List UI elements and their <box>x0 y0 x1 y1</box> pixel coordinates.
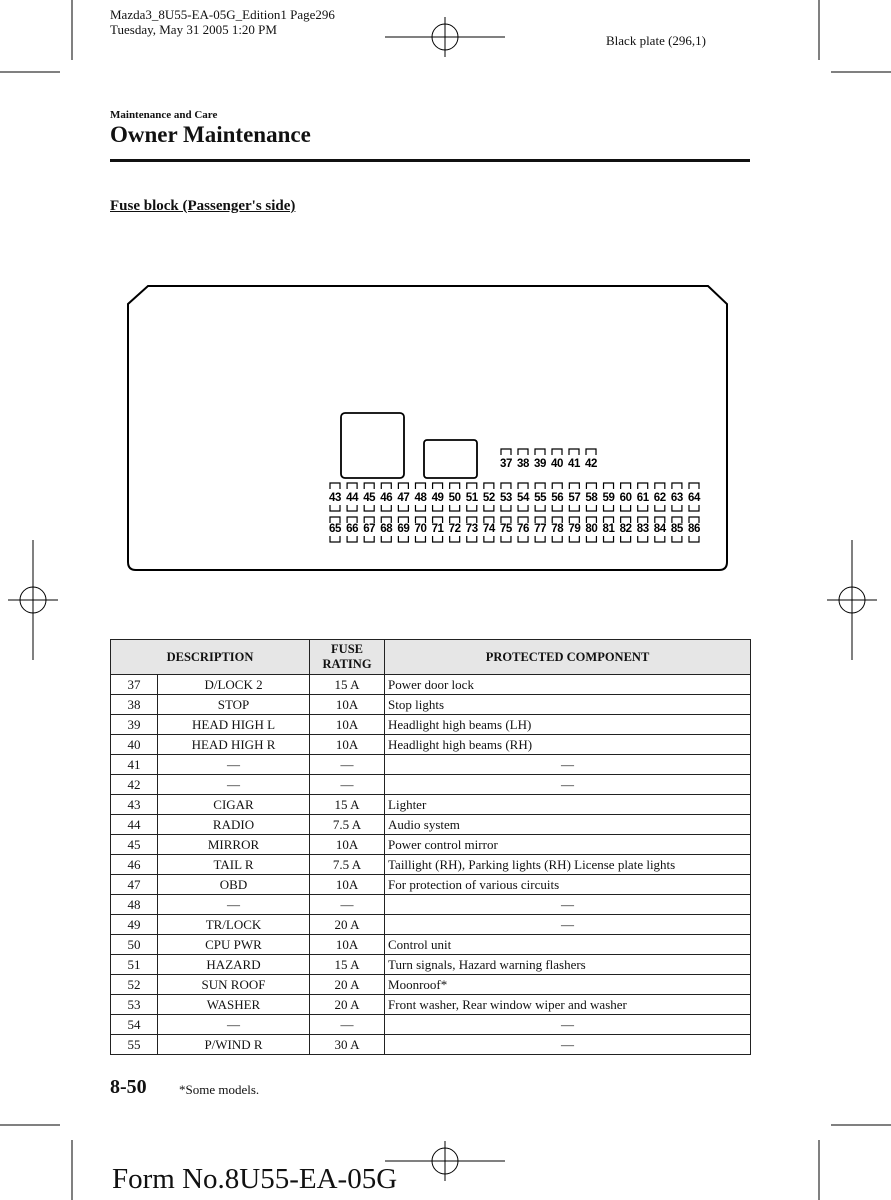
fuse-number: 46 <box>111 855 158 875</box>
fuse-label: 65 <box>329 523 341 535</box>
section-label: Maintenance and Care <box>110 109 218 121</box>
fuse-label: 48 <box>414 492 427 504</box>
fuse-number: 49 <box>111 915 158 935</box>
protected-component: Power door lock <box>385 675 751 695</box>
table-row <box>111 695 751 715</box>
header-fuse-rating <box>310 640 385 675</box>
table-row <box>111 895 751 915</box>
table-row <box>111 875 751 895</box>
fuse-label: 50 <box>448 492 461 504</box>
table-row <box>111 795 751 815</box>
fuse-label: 56 <box>551 492 564 504</box>
fuse-rating: 10A <box>310 715 385 735</box>
fuse-label: 47 <box>397 492 410 504</box>
fuse-table <box>110 639 751 1055</box>
fuse-description: STOP <box>158 695 310 715</box>
fuse-rating: 10A <box>310 875 385 895</box>
fuse-rating: 15 A <box>310 955 385 975</box>
fuse-rating: — <box>310 755 385 775</box>
fuse-label: 40 <box>551 458 563 470</box>
fuse-number: 40 <box>111 735 158 755</box>
fuse-description: HEAD HIGH L <box>158 715 310 735</box>
fuse-number: 42 <box>111 775 158 795</box>
protected-component: — <box>385 1015 751 1035</box>
fuse-description: TR/LOCK <box>158 915 310 935</box>
fuse-number: 48 <box>111 895 158 915</box>
protected-component: Turn signals, Hazard warning flashers <box>385 955 751 975</box>
table-row <box>111 1015 751 1035</box>
table-row <box>111 1035 751 1055</box>
fuse-description: OBD <box>158 875 310 895</box>
fuse-label: 46 <box>380 492 393 504</box>
fuse-number: 38 <box>111 695 158 715</box>
diagram-subtitle: Fuse block (Passenger's side) <box>110 198 296 214</box>
protected-component: Power control mirror <box>385 835 751 855</box>
fuse-label: 85 <box>670 523 683 535</box>
fuse-label: 61 <box>636 492 649 504</box>
table-row <box>111 775 751 795</box>
fuse-rating: 20 A <box>310 975 385 995</box>
fuse-label: 68 <box>380 523 393 535</box>
plate-label: Black plate (296,1) <box>606 33 706 48</box>
fuse-rating: — <box>310 1015 385 1035</box>
fuse-description: — <box>158 775 310 795</box>
fuse-label: 72 <box>448 523 461 535</box>
fuse-description: SUN ROOF <box>158 975 310 995</box>
table-row <box>111 815 751 835</box>
protected-component: Lighter <box>385 795 751 815</box>
fuse-label: 57 <box>568 492 581 504</box>
fuse-description: TAIL R <box>158 855 310 875</box>
table-row <box>111 715 751 735</box>
page-number: 8-50 <box>110 1076 147 1098</box>
protected-component: — <box>385 1035 751 1055</box>
table-row <box>111 915 751 935</box>
protected-component: — <box>385 895 751 915</box>
header-rating-line2: RATING <box>322 657 372 671</box>
table-row <box>111 675 751 695</box>
fuse-label: 51 <box>465 492 478 504</box>
fuse-label: 41 <box>568 458 580 470</box>
fuse-number: 45 <box>111 835 158 855</box>
fuse-label: 64 <box>688 492 700 504</box>
fuse-label: 77 <box>534 523 547 535</box>
fuse-rating: — <box>310 775 385 795</box>
fuse-description: HEAD HIGH R <box>158 735 310 755</box>
fuse-description: CIGAR <box>158 795 310 815</box>
fuse-rating: 15 A <box>310 675 385 695</box>
protected-component: Headlight high beams (LH) <box>385 715 751 735</box>
fuse-label: 37 <box>500 458 512 470</box>
fuse-number: 52 <box>111 975 158 995</box>
fuse-description: P/WIND R <box>158 1035 310 1055</box>
fuse-label: 49 <box>431 492 444 504</box>
fuse-label: 55 <box>534 492 547 504</box>
fuse-label: 79 <box>568 523 581 535</box>
fuse-label: 54 <box>517 492 530 504</box>
fuse-number: 50 <box>111 935 158 955</box>
protected-component: Headlight high beams (RH) <box>385 735 751 755</box>
page-title: Owner Maintenance <box>110 122 311 147</box>
fuse-label: 70 <box>414 523 427 535</box>
protected-component: — <box>385 755 751 775</box>
fuse-number: 47 <box>111 875 158 895</box>
fuse-label: 82 <box>619 523 632 535</box>
fuse-label: 66 <box>346 523 359 535</box>
fuse-rating: 7.5 A <box>310 855 385 875</box>
header-protected-component: PROTECTED COMPONENT <box>385 640 751 675</box>
table-header-row <box>111 640 751 675</box>
fuse-label: 83 <box>636 523 649 535</box>
fuse-rating: 10A <box>310 935 385 955</box>
table-row <box>111 955 751 975</box>
header-rating-line1: FUSE <box>331 642 363 656</box>
fuse-number: 55 <box>111 1035 158 1055</box>
fuse-label: 39 <box>534 458 546 470</box>
protected-component: — <box>385 915 751 935</box>
fuse-number: 53 <box>111 995 158 1015</box>
fuse-label: 52 <box>482 492 495 504</box>
relay-large <box>341 413 404 478</box>
fuse-rating: 20 A <box>310 915 385 935</box>
fuse-description: — <box>158 895 310 915</box>
protected-component: Front washer, Rear window wiper and washer <box>385 995 751 1015</box>
protected-component: Control unit <box>385 935 751 955</box>
table-row <box>111 855 751 875</box>
fuse-label: 45 <box>363 492 376 504</box>
fuse-label: 78 <box>551 523 564 535</box>
table-row <box>111 755 751 775</box>
fuse-number: 54 <box>111 1015 158 1035</box>
fuse-label: 74 <box>482 523 495 535</box>
fuse-description: MIRROR <box>158 835 310 855</box>
fuse-label: 76 <box>517 523 530 535</box>
protected-component: Moonroof* <box>385 975 751 995</box>
protected-component: Stop lights <box>385 695 751 715</box>
fuse-description: — <box>158 1015 310 1035</box>
table-row <box>111 735 751 755</box>
protected-component: Audio system <box>385 815 751 835</box>
protected-component: For protection of various circuits <box>385 875 751 895</box>
fuse-number: 43 <box>111 795 158 815</box>
fuse-rating: 10A <box>310 735 385 755</box>
fuse-description: RADIO <box>158 815 310 835</box>
fuse-label: 38 <box>517 458 529 470</box>
table-row <box>111 995 751 1015</box>
fuse-label: 63 <box>670 492 683 504</box>
fuse-label: 62 <box>653 492 666 504</box>
fuse-rating: 30 A <box>310 1035 385 1055</box>
fuse-number: 51 <box>111 955 158 975</box>
fuse-description: — <box>158 755 310 775</box>
fuse-label: 86 <box>688 523 700 535</box>
fuse-number: 41 <box>111 755 158 775</box>
fuse-label: 84 <box>653 523 666 535</box>
relay-small <box>424 440 477 478</box>
fuse-description: HAZARD <box>158 955 310 975</box>
fuse-label: 44 <box>346 492 359 504</box>
fuse-label: 42 <box>585 458 597 470</box>
fuse-rating: — <box>310 895 385 915</box>
header-description: DESCRIPTION <box>111 640 310 675</box>
fuse-label: 67 <box>363 523 376 535</box>
fuse-label: 60 <box>619 492 632 504</box>
fuse-label: 69 <box>397 523 410 535</box>
fuse-number: 37 <box>111 675 158 695</box>
table-row <box>111 975 751 995</box>
fuse-label: 43 <box>329 492 341 504</box>
fuse-rating: 10A <box>310 835 385 855</box>
fuse-description: WASHER <box>158 995 310 1015</box>
fuse-label: 59 <box>602 492 615 504</box>
protected-component: — <box>385 775 751 795</box>
fuse-label: 71 <box>431 523 444 535</box>
footnote: *Some models. <box>179 1082 260 1097</box>
protected-component: Taillight (RH), Parking lights (RH) License plate lights <box>385 855 751 875</box>
fuse-description: CPU PWR <box>158 935 310 955</box>
fuse-rating: 15 A <box>310 795 385 815</box>
fuse-label: 81 <box>602 523 615 535</box>
table-row <box>111 935 751 955</box>
fuse-label: 73 <box>465 523 478 535</box>
doc-line: Mazda3_8U55-EA-05G_Edition1 Page296 <box>110 7 335 22</box>
fuse-number: 39 <box>111 715 158 735</box>
fuse-label: 80 <box>585 523 598 535</box>
fuse-label: 75 <box>499 523 512 535</box>
table-row <box>111 835 751 855</box>
fuse-label: 53 <box>499 492 512 504</box>
fuse-number: 44 <box>111 815 158 835</box>
fuse-label: 58 <box>585 492 598 504</box>
fuse-rating: 20 A <box>310 995 385 1015</box>
fuse-rating: 7.5 A <box>310 815 385 835</box>
form-number: Form No.8U55-EA-05G <box>112 1163 398 1195</box>
fuse-rating: 10A <box>310 695 385 715</box>
date-line: Tuesday, May 31 2005 1:20 PM <box>110 22 277 37</box>
fuse-description: D/LOCK 2 <box>158 675 310 695</box>
